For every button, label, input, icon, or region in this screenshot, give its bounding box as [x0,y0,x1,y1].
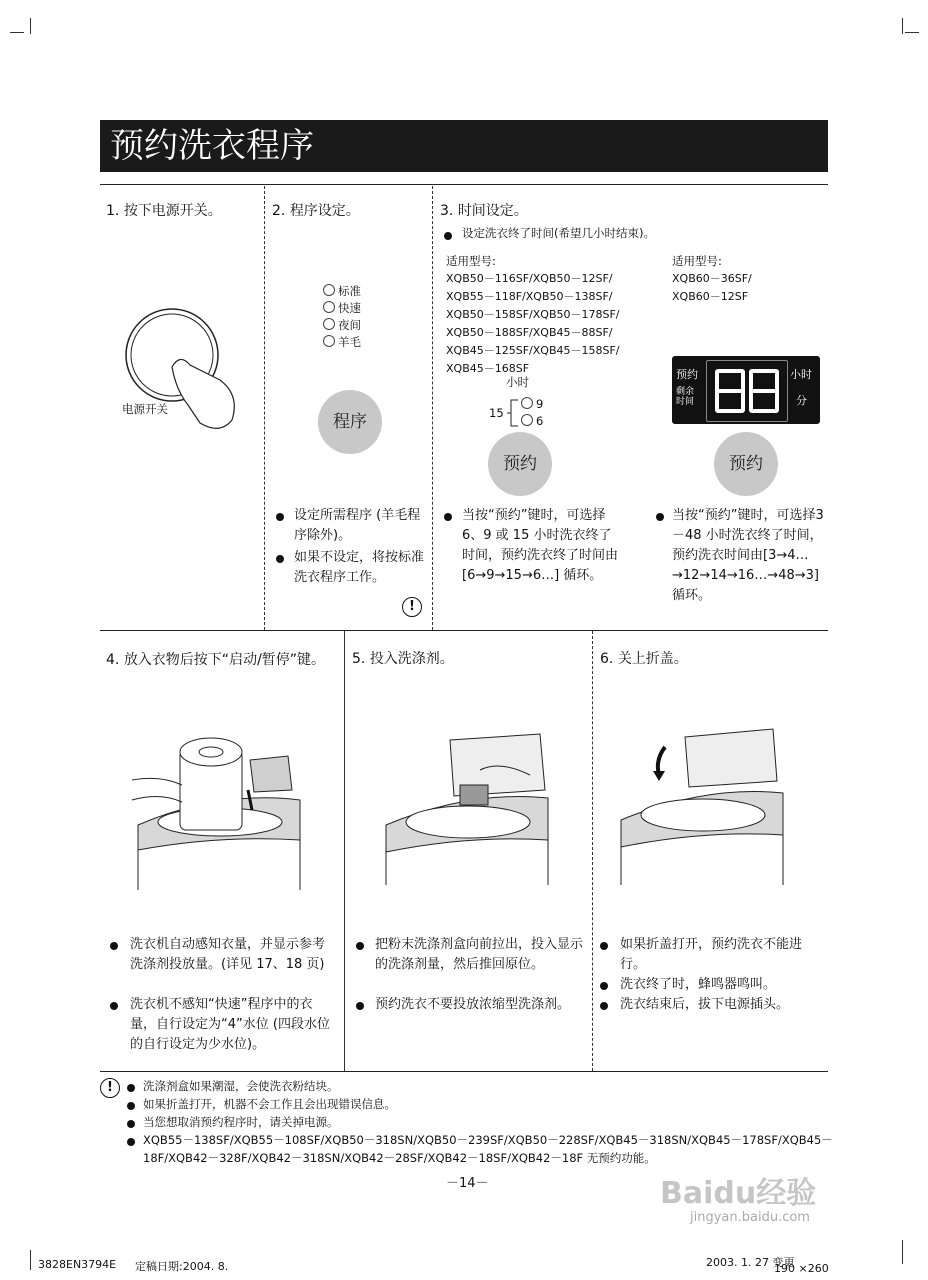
detergent-illustration [380,730,555,890]
model-line: XQB60－36SF/ [672,272,752,285]
bullet-icon [444,513,452,521]
footer-code: 3828EN3794E [38,1258,117,1271]
display-label-remaining: 剩余 时间 [676,387,695,407]
column-divider [592,631,593,1071]
step-3-heading [440,200,528,220]
step-number: 4. [106,652,120,668]
divider [100,630,828,631]
models-a-list [446,270,666,378]
bullet-icon [127,1138,135,1146]
models-a-label: 适用型号: [446,254,496,268]
step-number: 2. [272,203,286,219]
bullet-icon [656,513,664,521]
divider [100,184,828,185]
divider [100,1071,828,1072]
digit-segment [715,369,745,413]
hours-label: 小时 [506,375,529,389]
model-line: XQB50－116SF/XQB50－12SF/ [446,272,613,285]
bullet-icon [276,555,284,563]
column-divider [344,631,345,1071]
bullet-icon [110,942,118,950]
program-option: 羊毛 [323,334,361,351]
step-6-bullet: 如果折盖打开，预约洗衣不能进行。 [620,937,803,972]
radio-icon [323,284,335,296]
program-option: 夜间 [323,317,361,334]
footer-date: 定稿日期:2004. 8. [135,1260,229,1273]
bullet-icon [600,1002,608,1010]
column-divider [432,186,433,630]
step-label: 放入衣物后按下“启动/暂停”键。 [123,652,326,668]
washer-load-illustration [130,730,310,895]
step-number: 5. [352,651,366,667]
display-label: 预约 [676,368,698,381]
model-line: XQB45－168SF [446,362,530,375]
power-switch-illustration [110,295,260,440]
bullet-icon [127,1102,135,1110]
step-number: 1. [106,203,120,219]
step-6-bullet: 洗衣结束后，拔下电源插头。 [620,997,790,1012]
power-label: 电源开关 [122,402,168,416]
crop-mark [30,18,31,34]
program-list [323,283,361,351]
note: 如果折盖打开，机器不会工作且会出现错误信息。 [143,1097,396,1111]
step-1-heading [106,200,222,220]
bullet-icon [356,1002,364,1010]
model-line: XQB60－12SF [672,290,749,303]
footer-size: 190 ×260 [774,1262,829,1275]
step-number: 6. [600,651,614,667]
warning-icon: ! [100,1078,120,1098]
program-option: 标准 [323,283,361,300]
program-button[interactable]: 程序 [318,390,382,454]
bullet-icon [600,942,608,950]
radio-icon [323,335,335,347]
note: 当您想取消预约程序时，请关掉电源。 [143,1115,339,1129]
crop-mark [30,1250,31,1270]
warning-icon: ! [402,597,422,617]
step-label: 关上折盖。 [617,651,688,667]
step-label: 按下电源开关。 [123,203,222,219]
bullet-icon [600,982,608,990]
step-label: 时间设定。 [457,203,528,219]
step-4-bullet: 洗衣机不感知“快速”程序中的衣量，自行设定为“4”水位 (四段水位的自行设定为少水位)。 [130,997,330,1052]
bullet-icon [276,513,284,521]
step-2-heading [272,200,360,220]
models-b-label: 适用型号: [672,254,722,268]
display-label: 小时 [790,368,812,381]
step-label: 程序设定。 [289,203,360,219]
crop-mark [902,1240,903,1264]
crop-mark [902,18,903,34]
reserve-button[interactable]: 预约 [714,432,778,496]
step-6-heading [600,648,688,668]
watermark-brand: Baidu经验 [660,1176,817,1211]
models-b-list [672,270,752,306]
display-label: 分 [796,394,807,407]
hours-options: 9 6 [521,396,543,430]
footer-change: 2003. 1. 27 变更 [706,1256,795,1269]
note: 洗涤剂盒如果潮湿，会使洗衣粉结块。 [143,1079,339,1093]
step-4-bullet: 洗衣机自动感知衣量，并显示参考洗涤剂投放量。(详见 17、18 页) [130,937,326,972]
model-line: XQB55－118F/XQB50－138SF/ [446,290,613,303]
bullet-icon [127,1084,135,1092]
step-label: 投入洗涤剂。 [369,651,454,667]
crop-mark [10,32,24,33]
radio-icon [323,301,335,313]
radio-icon [323,318,335,330]
step-5-bullet: 预约洗衣不要投放浓缩型洗涤剂。 [375,997,571,1012]
radio-icon [521,414,533,426]
watermark-url: jingyan.baidu.com [690,1210,810,1225]
radio-icon [521,397,533,409]
reserve-button[interactable]: 预约 [488,432,552,496]
bullet-icon [110,1002,118,1010]
page-number: －14－ [446,1176,489,1191]
step-4-heading [106,648,326,672]
digital-display [672,356,820,424]
step-3-bullet-a: 当按“预约”键时，可选择6、9 或 15 小时洗衣终了时间，预约洗衣终了时间由 [6→9→15→6…] 循环。 [462,508,619,583]
bullet-icon [444,232,452,240]
close-lid-illustration [615,725,790,890]
digit-segment [749,369,779,413]
step-2-bullet: 设定所需程序 (羊毛程序除外)。 [294,508,421,543]
program-option: 快速 [323,300,361,317]
hours-15: 15 [489,406,504,420]
step-number: 3. [440,203,454,219]
crop-mark [905,32,919,33]
step-5-bullet: 把粉末洗涤剂盒向前拉出，投入显示的洗涤剂量，然后推回原位。 [375,937,584,972]
digit-window [706,360,788,422]
page-title: 预约洗衣程序 [100,120,828,172]
bullet-icon [356,942,364,950]
model-line: XQB50－188SF/XQB45－88SF/ [446,326,613,339]
model-line: XQB45－125SF/XQB45－158SF/ [446,344,620,357]
step-3-intro: 设定洗衣终了时间(希望几小时结束)。 [462,226,655,240]
bullet-icon [127,1120,135,1128]
step-5-heading [352,648,454,668]
bracket-icon [506,398,520,428]
step-3-bullet-b: 当按“预约”键时，可选择3－48 小时洗衣终了时间，预约洗衣时间由[3→4…→12→14→16…→48→3]循环。 [672,508,824,603]
note: XQB55－138SF/XQB55－108SF/XQB50－318SN/XQB50－239SF/XQB50－228SF/XQB45－318SN/XQB45－178SF/XQB45－18F/XQB42－328F/XQB42－318SN/XQB42－28SF/XQB42－18SF/XQB42－18F 无预约功能。 [143,1133,833,1165]
column-divider [264,186,265,630]
step-2-bullet: 如果不设定，将按标准洗衣程序工作。 [294,550,425,585]
step-6-bullet: 洗衣终了时，蜂鸣器鸣叫。 [620,977,777,992]
model-line: XQB50－158SF/XQB50－178SF/ [446,308,620,321]
